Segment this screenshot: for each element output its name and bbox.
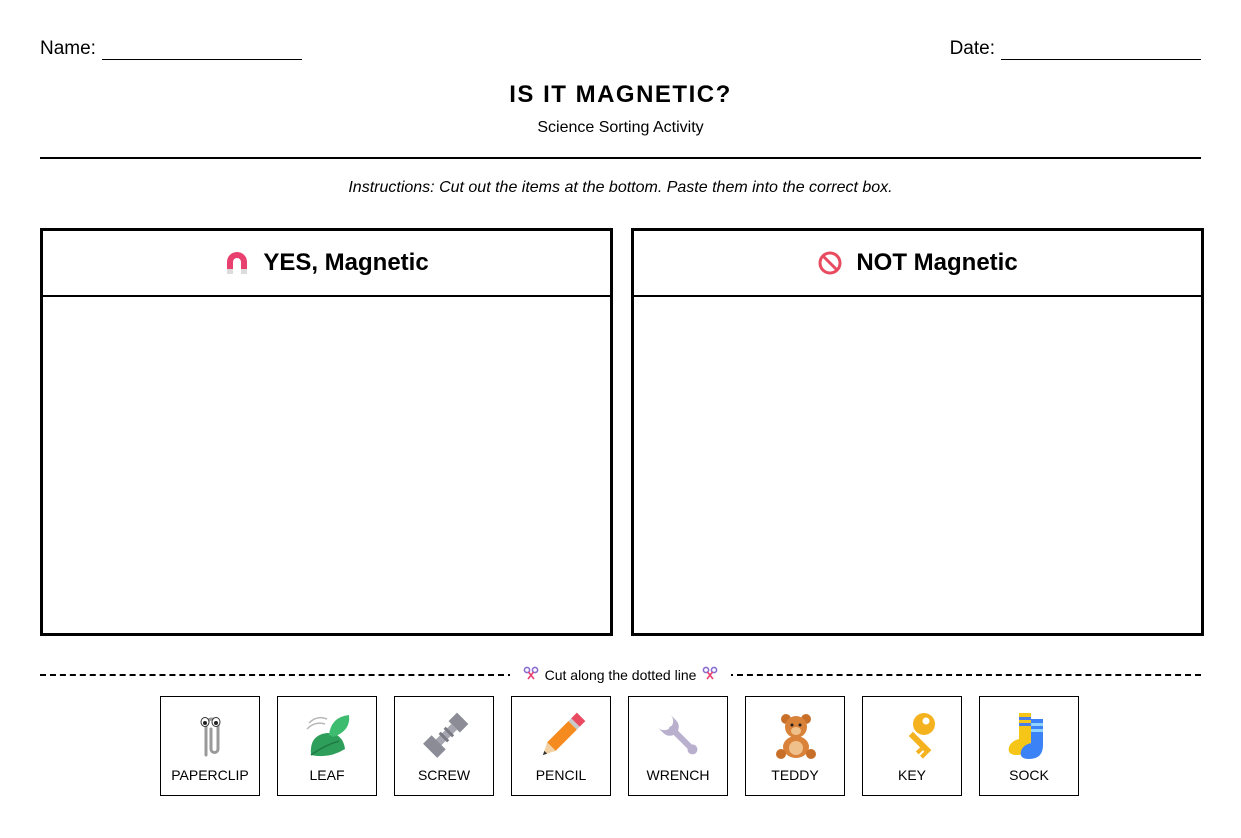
page-subtitle: Science Sorting Activity (537, 119, 704, 136)
pencil-icon (537, 711, 587, 761)
not-magnetic-header (634, 231, 1201, 297)
scissors-icon (702, 666, 718, 683)
date-field (950, 38, 1201, 60)
date-label: Date: (949, 38, 995, 59)
sock-icon (1005, 711, 1055, 761)
item-label: KEY (897, 767, 926, 783)
page-title: IS IT MAGNETIC? (509, 81, 732, 108)
cut-label (510, 666, 731, 683)
item-card-pencil[interactable] (511, 696, 611, 796)
not-magnetic-title: NOT Magnetic (856, 249, 1018, 276)
prohibited-icon (817, 250, 843, 276)
screw-icon (420, 711, 470, 761)
item-card-sock[interactable] (979, 696, 1079, 796)
name-blank-line (102, 41, 302, 60)
item-label: WRENCH (646, 767, 710, 783)
item-card-wrench[interactable] (628, 696, 728, 796)
yes-magnetic-title: YES, Magnetic (263, 249, 429, 276)
item-label: TEDDY (771, 767, 819, 783)
item-label: SOCK (1009, 767, 1049, 783)
item-card-key[interactable] (862, 696, 962, 796)
name-date-row (40, 38, 1201, 62)
paperclip-icon (186, 711, 236, 761)
cut-label-text: Cut along the dotted line (544, 666, 697, 683)
header-divider (40, 157, 1201, 159)
item-card-teddy[interactable] (745, 696, 845, 796)
yes-magnetic-box (40, 228, 613, 636)
cut-line (40, 664, 1201, 686)
magnet-icon (224, 250, 250, 276)
scissors-icon (523, 666, 539, 683)
wrench-icon (654, 711, 704, 761)
leaf-icon (303, 711, 353, 761)
name-field (40, 38, 302, 60)
item-card-screw[interactable] (394, 696, 494, 796)
cutout-items (160, 696, 1081, 798)
item-card-leaf[interactable] (277, 696, 377, 796)
item-label: PAPERCLIP (171, 767, 249, 783)
yes-magnetic-header (43, 231, 610, 297)
yes-magnetic-paste-area (43, 297, 610, 633)
key-icon (888, 711, 938, 761)
teddy-bear-icon (771, 711, 821, 761)
item-label: PENCIL (535, 767, 587, 783)
item-card-paperclip[interactable] (160, 696, 260, 796)
not-magnetic-box (631, 228, 1204, 636)
not-magnetic-paste-area (634, 297, 1201, 633)
date-blank-line (1001, 41, 1201, 60)
item-label: SCREW (417, 767, 471, 783)
instructions-text: Instructions: Cut out the items at the bottom. Paste them into the correct box. (348, 179, 893, 196)
name-label: Name: (40, 38, 96, 59)
item-label: LEAF (309, 767, 345, 783)
